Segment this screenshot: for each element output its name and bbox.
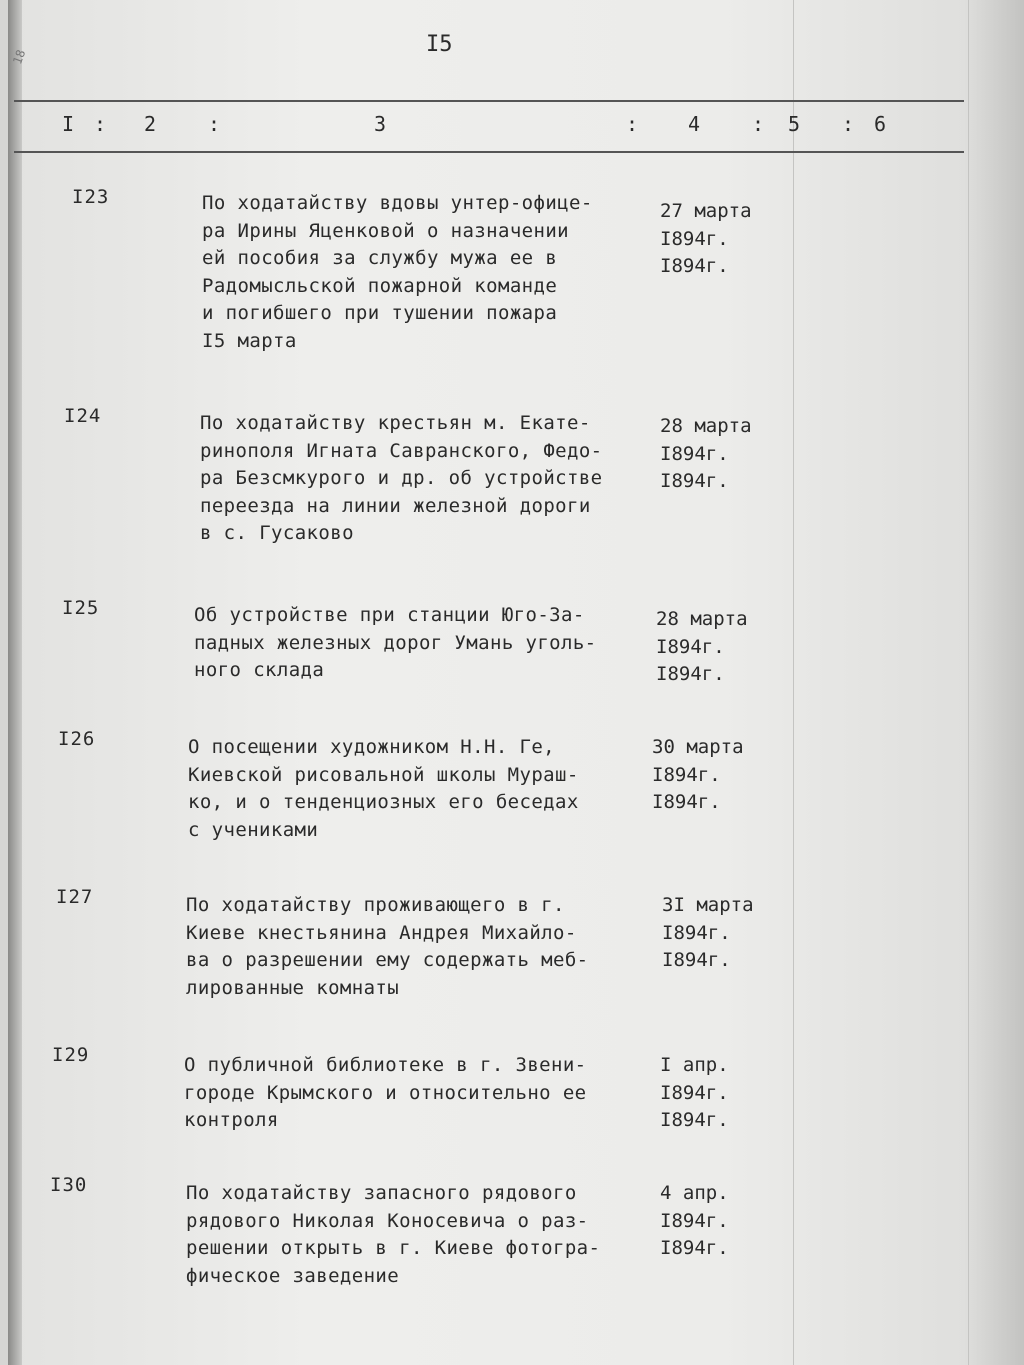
row-number: I23 xyxy=(72,186,110,208)
row-number: I24 xyxy=(64,405,102,427)
row-date: 3I марта I894г. I894г. xyxy=(662,894,754,971)
column-separator: : xyxy=(842,112,855,136)
row-date: 30 марта I894г. I894г. xyxy=(652,736,744,813)
row-date: 4 апр. I894г. I894г. xyxy=(660,1182,729,1259)
row-number: I30 xyxy=(50,1174,88,1196)
row-description: По ходатайству крестьян м. Екате- ринополя Игната Савранского, Федо- ра Безсмкурого и др. об устройстве переезда на линии железной дороги в с. Гусаково xyxy=(200,412,603,544)
column-divider xyxy=(793,0,794,1365)
header-bottom-rule xyxy=(14,151,964,153)
row-description: По ходатайству запасного рядового рядового Николая Коносевича о раз- решении открыть в г. Киеве фотогра- фическое заведение xyxy=(186,1182,601,1287)
row-number: I25 xyxy=(62,597,100,619)
row-number: I29 xyxy=(52,1044,90,1066)
column-number: 5 xyxy=(788,112,801,136)
column-number: 6 xyxy=(874,112,887,136)
column-number: 2 xyxy=(144,112,157,136)
header-top-rule xyxy=(14,100,964,102)
column-separator: : xyxy=(208,112,221,136)
page-shadow xyxy=(964,0,1024,1365)
row-date: 28 марта I894г. I894г. xyxy=(660,415,752,492)
column-separator: : xyxy=(626,112,639,136)
row-description: О публичной библиотеке в г. Звени- городе Крымского и относительно ее контроля xyxy=(184,1054,587,1131)
row-date: 27 марта I894г. I894г. xyxy=(660,200,752,277)
column-number: I xyxy=(62,112,75,136)
binding-edge xyxy=(8,0,22,1365)
column-separator: : xyxy=(752,112,765,136)
row-description: Об устройстве при станции Юго-За- падных железных дорог Умань уголь- ного склада xyxy=(194,604,597,681)
row-date: I апр. I894г. I894г. xyxy=(660,1054,729,1131)
column-divider xyxy=(968,0,969,1365)
column-number: 3 xyxy=(374,112,387,136)
row-description: По ходатайству проживающего в г. Киеве кнестьянина Андрея Михайло- ва о разрешении ему содержать меб- лированные комнаты xyxy=(186,894,589,999)
row-description: О посещении художником Н.Н. Ге, Киевской рисовальной школы Мураш- ко, и о тенденциозных его беседах с учениками xyxy=(188,736,579,841)
row-description: По ходатайству вдовы унтер-офице- ра Ирины Яценковой о назначении ей пособия за службу мужа ее в Радомысльской пожарной команде и погибшего при тушении пожара I5 марта xyxy=(202,192,593,352)
column-separator: : xyxy=(94,112,107,136)
document-page xyxy=(8,0,1024,1365)
row-number: I26 xyxy=(58,728,96,750)
margin-mark: 18 xyxy=(10,47,29,67)
page-number: I5 xyxy=(426,32,453,57)
row-number: I27 xyxy=(56,886,94,908)
row-date: 28 марта I894г. I894г. xyxy=(656,608,748,685)
column-number: 4 xyxy=(688,112,701,136)
